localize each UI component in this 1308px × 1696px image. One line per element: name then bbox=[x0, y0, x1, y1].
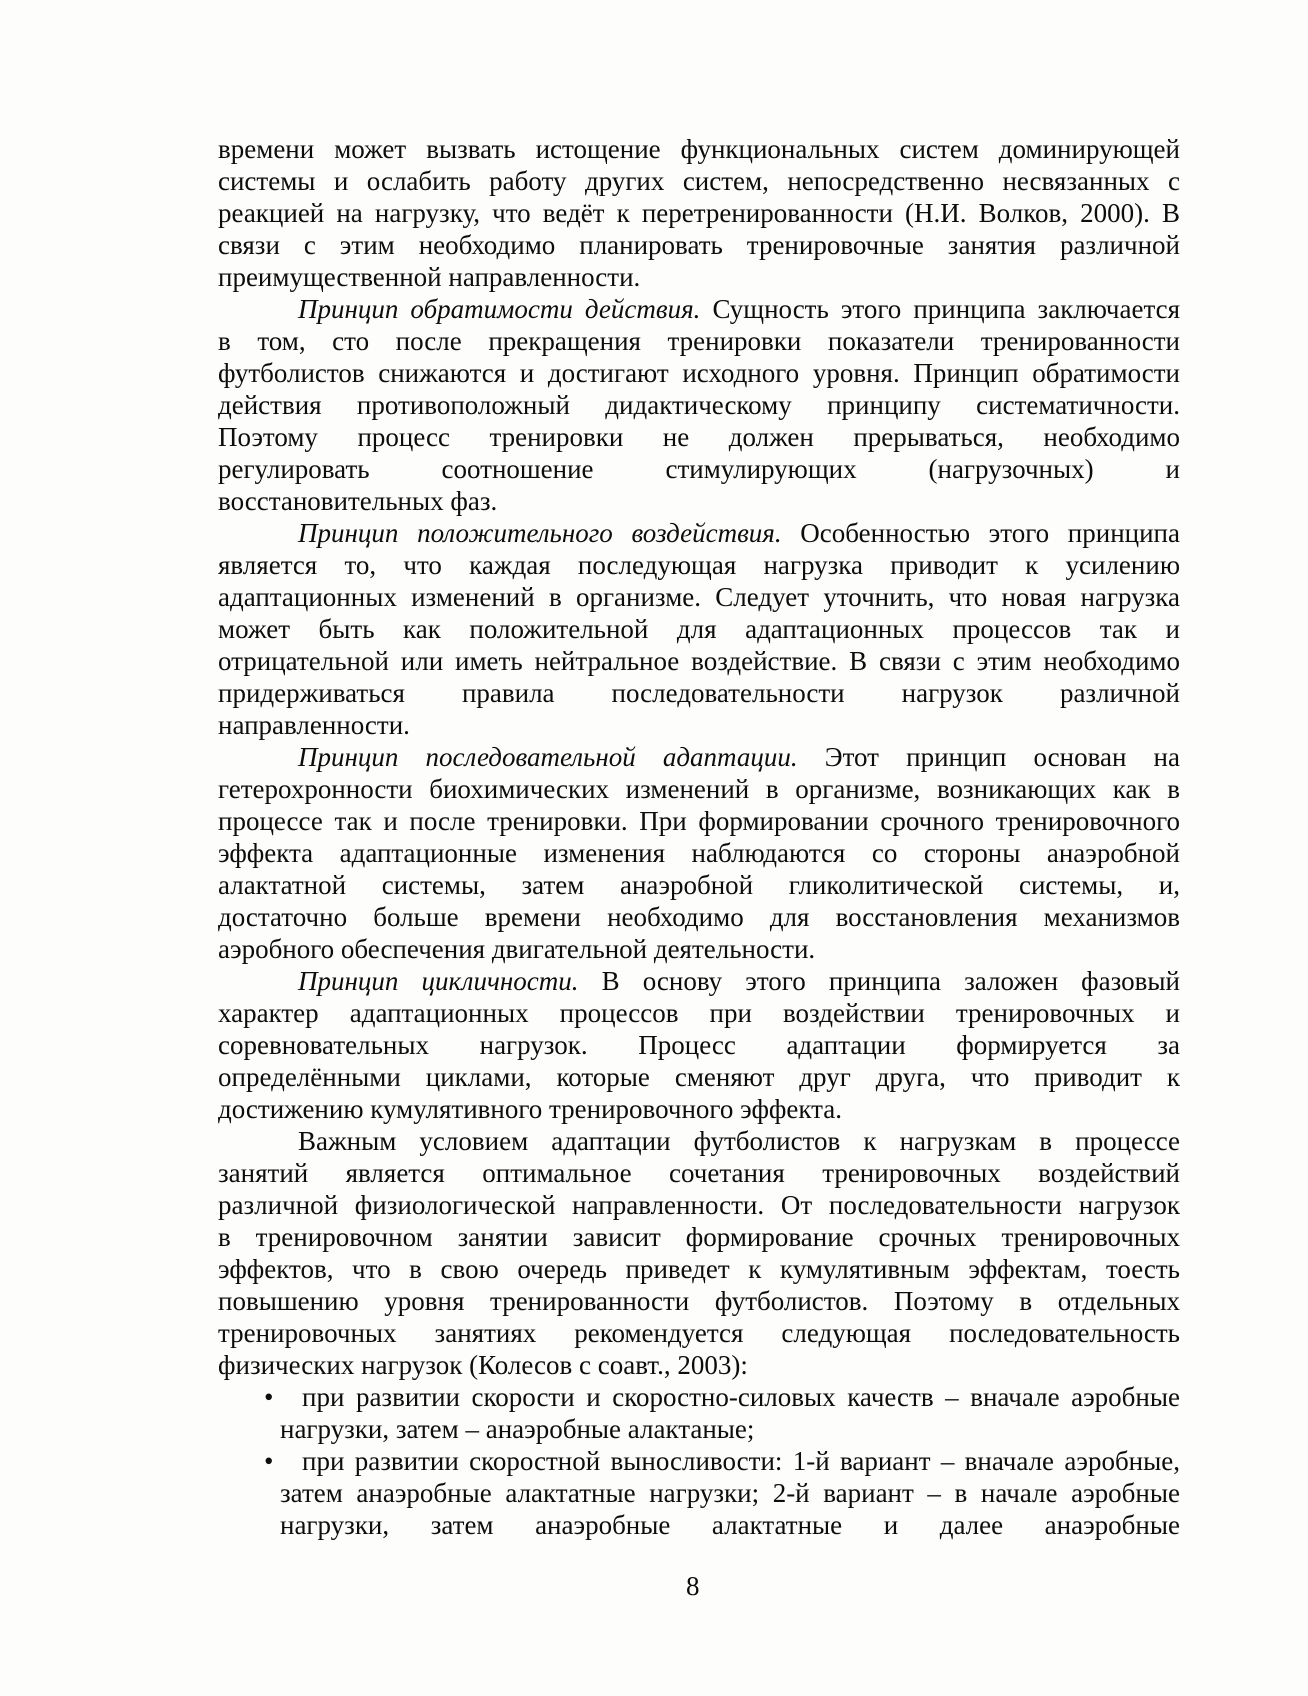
bullet-line-bullet-speed-endurance-3: нагрузки, затем анаэробные алактатные и далее анаэробные bbox=[280, 1510, 1180, 1540]
text-block bbox=[218, 133, 1180, 1541]
text-line-paragraph-positive-effect-principle-4: может быть как положительной для адаптационных процессов так и bbox=[218, 614, 1180, 644]
text-line-paragraph-sequential-adaptation-principle-1: Принцип последовательной адаптации. Этот принцип основан на bbox=[298, 742, 1180, 772]
text-line-paragraph-reversibility-principle-7: восстановительных фаз. bbox=[218, 486, 498, 516]
principle-title: Принцип обратимости действия. bbox=[298, 294, 701, 324]
text-line-paragraph-cyclicity-principle-2: характер адаптационных процессов при воздействии тренировочных и bbox=[218, 998, 1180, 1028]
text-line-paragraph-overtraining-3: реакцией на нагрузку, что ведёт к перетренированности (Н.И. Волков, 2000). В bbox=[218, 198, 1180, 228]
text-line-paragraph-overtraining-4: связи с этим необходимо планировать тренировочные занятия различной bbox=[218, 230, 1180, 260]
principle-title: Принцип положительного воздействия. bbox=[298, 518, 782, 548]
text-line-paragraph-load-sequencing-3: различной физиологической направленности. От последовательности нагрузок bbox=[218, 1190, 1180, 1220]
text-line-paragraph-sequential-adaptation-principle-6: достаточно больше времени необходимо для восстановления механизмов bbox=[218, 902, 1180, 932]
page-number: 8 bbox=[686, 1571, 700, 1601]
text-line-paragraph-sequential-adaptation-principle-2: гетерохронности биохимических изменений в организме, возникающих как в bbox=[218, 774, 1180, 804]
text-line-paragraph-load-sequencing-8: физических нагрузок (Колесов с соавт., 2003): bbox=[218, 1350, 748, 1380]
text-line-paragraph-load-sequencing-6: повышению уровня тренированности футболистов. Поэтому в отдельных bbox=[218, 1286, 1180, 1316]
text-line-paragraph-reversibility-principle-4: действия противоположный дидактическому принципу систематичности. bbox=[218, 390, 1180, 420]
text-line-paragraph-overtraining-2: системы и ослабить работу других систем, непосредственно несвязанных с bbox=[218, 166, 1180, 196]
text-line-paragraph-sequential-adaptation-principle-7: аэробного обеспечения двигательной деятельности. bbox=[218, 934, 816, 964]
text-line-paragraph-sequential-adaptation-principle-3: процессе так и после тренировки. При формировании срочного тренировочного bbox=[218, 806, 1180, 836]
text-line-paragraph-positive-effect-principle-5: отрицательной или иметь нейтральное воздействие. В связи с этим необходимо bbox=[218, 646, 1180, 676]
bullet-icon: • bbox=[264, 1446, 274, 1476]
text-line-paragraph-load-sequencing-5: эффектов, что в свою очередь приведет к кумулятивным эффектам, тоесть bbox=[218, 1254, 1180, 1284]
principle-title: Принцип последовательной адаптации. bbox=[298, 742, 798, 772]
text-line-paragraph-positive-effect-principle-1: Принцип положительного воздействия. Особенностью этого принципа bbox=[298, 518, 1180, 548]
text-line-paragraph-positive-effect-principle-3: адаптационных изменений в организме. Следует уточнить, что новая нагрузка bbox=[218, 582, 1180, 612]
text-line-paragraph-positive-effect-principle-6: придерживаться правила последовательности нагрузок различной bbox=[218, 678, 1180, 708]
text-line-paragraph-load-sequencing-4: в тренировочном занятии зависит формирование срочных тренировочных bbox=[218, 1222, 1180, 1252]
text-line-paragraph-load-sequencing-2: занятий является оптимальное сочетания тренировочных воздействий bbox=[218, 1158, 1180, 1188]
text-line-paragraph-overtraining-1: времени может вызвать истощение функциональных систем доминирующей bbox=[218, 134, 1180, 164]
text-line-paragraph-cyclicity-principle-3: соревновательных нагрузок. Процесс адаптации формируется за bbox=[218, 1030, 1180, 1060]
text-line-paragraph-load-sequencing-1: Важным условием адаптации футболистов к нагрузкам в процессе bbox=[298, 1126, 1180, 1156]
text-line-paragraph-cyclicity-principle-4: определёнными циклами, которые сменяют друг друга, что приводит к bbox=[218, 1062, 1180, 1092]
text-line-paragraph-overtraining-5: преимущественной направленности. bbox=[218, 262, 641, 292]
text-line-paragraph-reversibility-principle-5: Поэтому процесс тренировки не должен прерываться, необходимо bbox=[218, 422, 1180, 452]
bullet-line-bullet-speed-strength-1: • при развитии скорости и скоростно-силовых качеств – вначале аэробные bbox=[264, 1382, 1180, 1412]
bullet-line-bullet-speed-strength-2: нагрузки, затем – анаэробные алактаные; bbox=[280, 1414, 755, 1444]
text-line-paragraph-reversibility-principle-1: Принцип обратимости действия. Сущность этого принципа заключается bbox=[298, 294, 1181, 324]
text-line-paragraph-reversibility-principle-3: футболистов снижаются и достигают исходного уровня. Принцип обратимости bbox=[218, 358, 1180, 388]
principle-title: Принцип цикличности. bbox=[298, 966, 579, 996]
text-line-paragraph-reversibility-principle-6: регулировать соотношение стимулирующих (нагрузочных) и bbox=[218, 454, 1180, 484]
text-line-paragraph-positive-effect-principle-2: является то, что каждая последующая нагрузка приводит к усилению bbox=[218, 550, 1180, 580]
text-line-paragraph-positive-effect-principle-7: направленности. bbox=[218, 710, 410, 740]
text-line-paragraph-reversibility-principle-2: в том, сто после прекращения тренировки показатели тренированности bbox=[218, 326, 1180, 356]
text-line-paragraph-load-sequencing-7: тренировочных занятиях рекомендуется следующая последовательность bbox=[218, 1318, 1180, 1348]
bullet-line-bullet-speed-endurance-2: затем анаэробные алактатные нагрузки; 2-й вариант – в начале аэробные bbox=[280, 1478, 1180, 1508]
text-line-paragraph-cyclicity-principle-1: Принцип цикличности. В основу этого принципа заложен фазовый bbox=[298, 966, 1181, 996]
text-line-paragraph-sequential-adaptation-principle-5: алактатной системы, затем анаэробной гликолитической системы, и, bbox=[218, 870, 1180, 900]
bullet-line-bullet-speed-endurance-1: • при развитии скоростной выносливости: 1-й вариант – вначале аэробные, bbox=[264, 1446, 1180, 1476]
text-line-paragraph-sequential-adaptation-principle-4: эффекта адаптационные изменения наблюдаются со стороны анаэробной bbox=[218, 838, 1180, 868]
bullet-icon: • bbox=[264, 1382, 274, 1412]
text-line-paragraph-cyclicity-principle-5: достижению кумулятивного тренировочного эффекта. bbox=[218, 1094, 842, 1124]
